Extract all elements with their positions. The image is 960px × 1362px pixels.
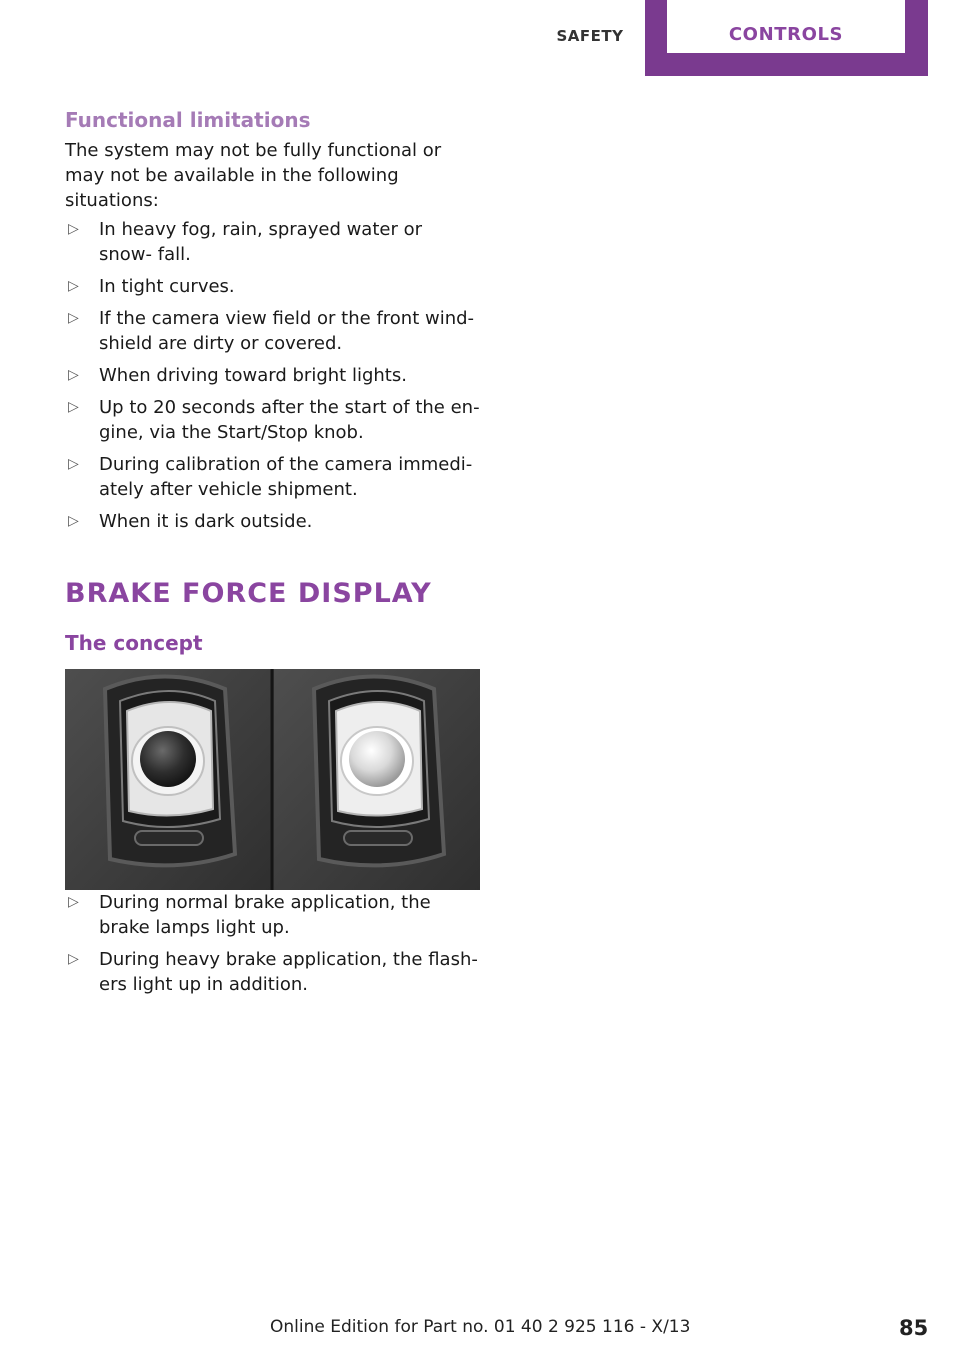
header-tab-controls xyxy=(645,0,928,76)
list-item-text: When it is dark outside. xyxy=(99,511,313,532)
header-tab-safety-label: SAFETY xyxy=(556,27,624,45)
concept-subheading: The concept xyxy=(65,631,203,655)
header-tab-safety xyxy=(540,0,640,70)
list-item-text: Up to 20 seconds after the start of the en‐ gine, via the Start/Stop knob. xyxy=(99,397,480,443)
list-item-text: During calibration of the camera immedi‐ ately after vehicle shipment. xyxy=(99,454,473,500)
list-item-text: In tight curves. xyxy=(99,276,235,297)
functional-limitations-list xyxy=(65,217,480,534)
list-item-text: During normal brake application, the brake lamps light up. xyxy=(99,892,431,938)
list-item xyxy=(65,947,480,997)
list-item xyxy=(65,217,480,267)
list-item-text: In heavy fog, rain, sprayed water or snow‐ fall. xyxy=(99,219,423,265)
triangle-bullet-icon: ▷ xyxy=(68,513,79,529)
list-item xyxy=(65,363,480,388)
triangle-bullet-icon: ▷ xyxy=(68,456,79,472)
triangle-bullet-icon: ▷ xyxy=(68,367,79,383)
triangle-bullet-icon: ▷ xyxy=(68,951,79,967)
brake-force-display-heading: BRAKE FORCE DISPLAY xyxy=(65,578,432,609)
footer-edition: Online Edition for Part no. 01 40 2 925 116 - X/13 xyxy=(270,1317,691,1337)
header-tab-controls-inner xyxy=(667,0,905,53)
triangle-bullet-icon: ▷ xyxy=(68,894,79,910)
brake-force-list xyxy=(65,890,480,997)
right-lamp-on xyxy=(274,669,480,890)
page-number: 85 xyxy=(899,1316,929,1340)
triangle-bullet-icon: ▷ xyxy=(68,310,79,326)
header-tab-controls-label: CONTROLS xyxy=(728,24,844,45)
list-item xyxy=(65,274,480,299)
list-item xyxy=(65,452,480,502)
list-item xyxy=(65,509,480,534)
brake-lamp-illustration xyxy=(65,669,480,890)
list-item-text: If the camera view field or the front wind‐ shield are dirty or covered. xyxy=(99,308,475,354)
triangle-bullet-icon: ▷ xyxy=(68,399,79,415)
list-item xyxy=(65,395,480,445)
list-item xyxy=(65,890,480,940)
list-item-text: During heavy brake application, the flash‐ ers light up in addition. xyxy=(99,949,478,995)
page-content xyxy=(65,108,480,1004)
list-item xyxy=(65,306,480,356)
functional-limitations-intro: The system may not be fully functional or may not be available in the following situations: xyxy=(65,140,442,211)
list-item-text: When driving toward bright lights. xyxy=(99,365,407,386)
left-lamp-off xyxy=(65,669,271,890)
triangle-bullet-icon: ▷ xyxy=(68,221,79,237)
triangle-bullet-icon: ▷ xyxy=(68,278,79,294)
functional-limitations-heading: Functional limitations xyxy=(65,108,311,132)
